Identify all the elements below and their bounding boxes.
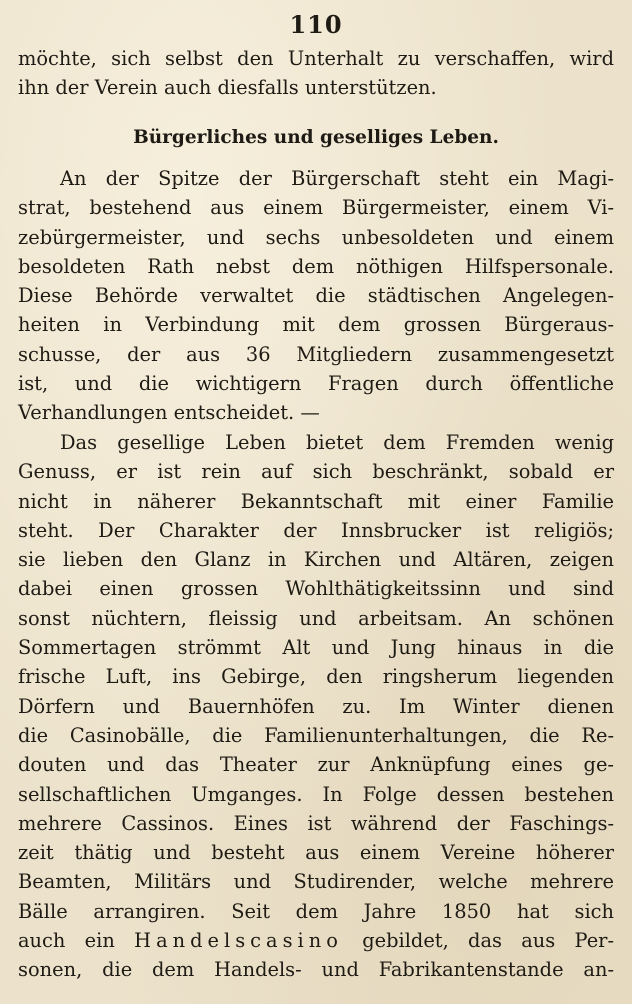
text-line: douten und das Theater zur Anknüpfung eines ge-	[18, 753, 614, 777]
text-line: ist, und die wichtigern Fragen durch öffentliche	[18, 372, 614, 396]
text-line: Sommertagen strömmt Alt und Jung hinaus in die	[18, 636, 614, 660]
text-line: zebürgermeister, und sechs unbesoldeten und einem	[18, 225, 614, 249]
text-line: dabei einen grossen Wohlthätigkeitssinn und sind	[18, 577, 614, 601]
text-line	[18, 926, 614, 955]
paragraph-civic	[18, 164, 614, 428]
text-line: die Casinobälle, die Familienunterhaltungen, die Re-	[18, 723, 614, 747]
text-line: Dörfern und Bauernhöfen zu. Im Winter dienen	[18, 694, 614, 718]
paragraph-social	[18, 428, 614, 985]
text-line: heiten in Verbindung mit dem grossen Bürgeraus-	[18, 313, 614, 337]
text-line: sellschaftlichen Umganges. In Folge dessen bestehen	[18, 782, 614, 806]
text-line: strat, bestehend aus einem Bürgermeister, einem Vi-	[18, 196, 614, 220]
text-line: ihn der Verein auch diesfalls unterstützen.	[18, 76, 437, 100]
text-line: mehrere Cassinos. Eines ist während der Faschings-	[18, 811, 614, 835]
text-line: Bälle arrangiren. Seit dem Jahre 1850 hat sich	[18, 899, 614, 923]
text-line: Beamten, Militärs und Studirender, welche mehrere	[18, 870, 614, 894]
text-line: zeit thätig und besteht aus einem Vereine höherer	[18, 841, 614, 865]
text-line: sie lieben den Glanz in Kirchen und Altären, zeigen	[18, 548, 614, 572]
emphasized-word: Handelscasino	[134, 929, 343, 953]
text-line: besoldeten Rath nebst dem nöthigen Hilfspersonale.	[18, 254, 614, 278]
text-line: frische Luft, ins Gebirge, den ringsherum liegenden	[18, 665, 614, 689]
section-heading: Bürgerliches und geselliges Leben.	[133, 127, 499, 148]
text-line: Verhandlungen entscheidet. —	[18, 401, 320, 425]
text-line: schusse, der aus 36 Mitgliedern zusammengesetzt	[18, 342, 614, 366]
intro-text	[18, 44, 614, 103]
text-line: sonst nüchtern, fleissig und arbeitsam. An schönen	[18, 606, 614, 630]
page-number: 110	[289, 10, 343, 39]
text-line: Genuss, er ist rein auf sich beschränkt, sobald er	[18, 460, 614, 484]
text-line: Das gesellige Leben bietet dem Fremden wenig	[60, 431, 614, 454]
text-line: sonen, die dem Handels- und Fabrikantenstande an-	[18, 958, 614, 982]
text-line: möchte, sich selbst den Unterhalt zu verschaffen, wird	[18, 47, 614, 70]
text-line: steht. Der Charakter der Innsbrucker ist religiös;	[18, 518, 614, 542]
text-line: An der Spitze der Bürgerschaft steht ein Magi-	[60, 167, 614, 190]
text-line: nicht in näherer Bekanntschaft mit einer Familie	[18, 489, 614, 513]
text-line: Diese Behörde verwaltet die städtischen Angelegen-	[18, 284, 614, 308]
text-fragment: gebildet, das aus Per-	[362, 929, 615, 953]
text-fragment: auch ein	[18, 929, 115, 953]
